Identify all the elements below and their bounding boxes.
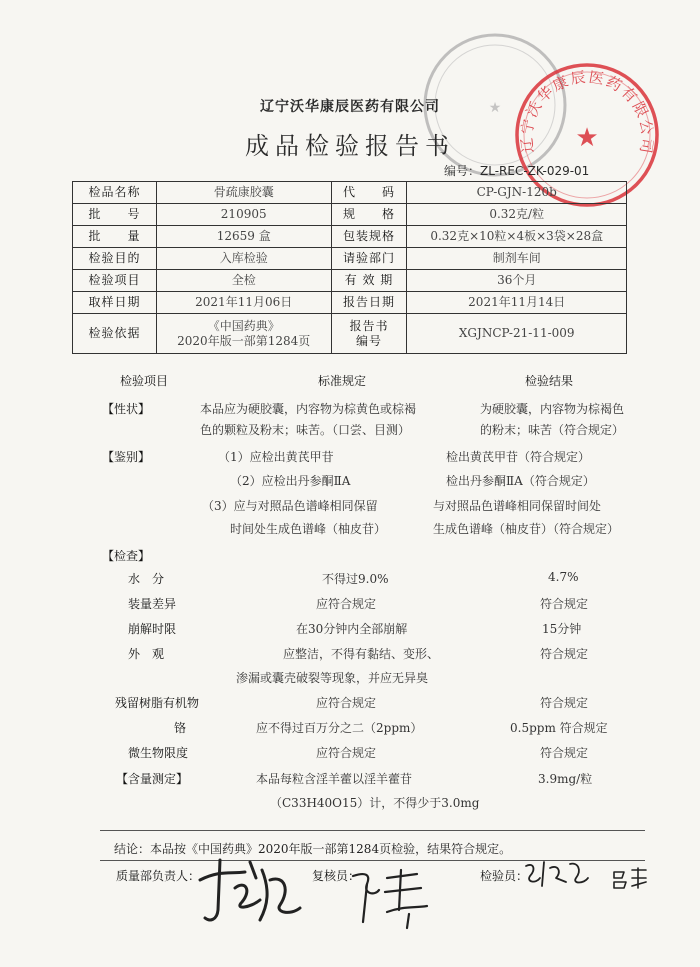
company-name: 辽宁沃华康辰医药有限公司 <box>260 99 440 115</box>
batch-label: 批 号 <box>73 204 157 226</box>
jiancha-label: 【检查】 <box>102 549 151 563</box>
jianbie-result-3: 与对照品色谱峰相同保留时间处 <box>433 499 602 513</box>
report-date-value: 2021年11月14日 <box>407 292 627 314</box>
xingzhuang-result-2: 的粉末；味苦（符合规定） <box>480 423 625 437</box>
report-no-value: XGJNCP-21-11-009 <box>407 314 627 354</box>
jianbie-standard-3: （3）应与对照品色谱峰相同保留 <box>202 499 378 513</box>
pack-value: 0.32克×10粒×4板×3袋×28盒 <box>407 226 627 248</box>
header-table <box>72 181 627 354</box>
table-row <box>73 182 627 204</box>
inspector-signature <box>522 856 592 892</box>
qty-label: 批 量 <box>73 226 157 248</box>
pack-label: 包装规格 <box>331 226 407 248</box>
chromium-label: 铬 <box>174 721 187 735</box>
report-no-label-line-2: 编号 <box>355 333 382 348</box>
report-no-label <box>331 314 407 354</box>
assay-standard-1: 本品每粒含淫羊藿以淫羊藿苷 <box>256 772 413 786</box>
table-row <box>73 292 627 314</box>
document-number: 编号：ZL-REC-ZK-029-01 <box>444 164 590 178</box>
spec-label: 规 格 <box>331 204 407 226</box>
inspector-signature-2 <box>610 866 650 890</box>
purpose-value: 入库检验 <box>156 248 331 270</box>
resin-standard: 应符合规定 <box>316 696 377 710</box>
validity-label: 有 效 期 <box>331 270 407 292</box>
conclusion: 结论：本品按《中国药典》2020年版一部第1284页检验，结果符合规定。 <box>114 842 512 856</box>
table-row <box>73 226 627 248</box>
assay-standard-2: （C33H40O15）计，不得少于3.0mg <box>270 796 480 810</box>
page-title: 成品检验报告书 <box>245 132 455 160</box>
resin-result: 符合规定 <box>540 696 589 710</box>
jianbie-result-2: 检出丹参酮ⅡA（符合规定） <box>446 474 595 488</box>
column-header-item: 检验项目 <box>120 374 169 388</box>
disintegration-result: 15分钟 <box>542 622 582 636</box>
basis-label: 检验依据 <box>73 314 157 354</box>
qa-manager-signature <box>190 850 310 930</box>
appearance-label: 外 观 <box>128 647 165 661</box>
table-row <box>73 314 627 354</box>
xingzhuang-standard-2: 色的颗粒及粉末；味苦。（口尝、目测） <box>200 423 411 437</box>
microbial-label: 微生物限度 <box>128 746 189 760</box>
jianbie-standard-3b: 时间处生成色谱峰（柚皮苷） <box>230 522 387 536</box>
svg-text:★: ★ <box>488 100 502 116</box>
report-no-label-line-1: 报告书 <box>349 318 389 333</box>
appearance-result: 符合规定 <box>540 647 589 661</box>
code-value: CP-GJN-120b <box>407 182 627 204</box>
disintegration-label: 崩解时限 <box>128 622 177 636</box>
chromium-standard: 应不得过百万分之二（2ppm） <box>256 721 423 735</box>
xingzhuang-result-1: 为硬胶囊，内容物为棕褐色 <box>480 402 625 416</box>
xingzhuang-standard-1: 本品应为硬胶囊，内容物为棕黄色或棕褐 <box>200 402 417 416</box>
assay-label: 【含量测定】 <box>116 772 189 786</box>
fill-label: 装量差异 <box>128 597 177 611</box>
spec-value: 0.32克/粒 <box>407 204 627 226</box>
dept-value: 制剂车间 <box>407 248 627 270</box>
resin-label: 残留树脂有机物 <box>115 696 200 710</box>
divider-top <box>100 830 645 831</box>
column-header-result: 检验结果 <box>525 374 574 388</box>
basis-line-2: 2020年版一部第1284页 <box>177 333 311 348</box>
assay-result: 3.9mg/粒 <box>538 772 593 786</box>
qa-manager-label: 质量部负责人： <box>116 869 201 883</box>
jianbie-standard-2: （2）应检出丹参酮ⅡA <box>230 474 351 488</box>
purpose-label: 检验目的 <box>73 248 157 270</box>
sample-date-value: 2021年11月06日 <box>156 292 331 314</box>
item-value: 全检 <box>156 270 331 292</box>
disintegration-standard: 在30分钟内全部崩解 <box>296 622 408 636</box>
svg-text:★: ★ <box>575 123 599 153</box>
jianbie-result-3b: 生成色谱峰（柚皮苷）（符合规定） <box>433 522 620 536</box>
water-standard: 不得过9.0% <box>322 572 389 586</box>
jianbie-result-1: 检出黄芪甲苷（符合规定） <box>446 450 591 464</box>
xingzhuang-label: 【性状】 <box>102 402 151 416</box>
product-value: 骨疏康胶囊 <box>156 182 331 204</box>
basis-line-1: 《中国药典》 <box>207 318 280 333</box>
reviewer-signature <box>345 862 445 932</box>
table-row <box>73 248 627 270</box>
reviewer-label: 复核员： <box>312 869 361 883</box>
table-row <box>73 204 627 226</box>
dept-label: 请验部门 <box>331 248 407 270</box>
chromium-result: 0.5ppm 符合规定 <box>510 721 608 735</box>
validity-value: 36个月 <box>407 270 627 292</box>
appearance-standard-1: 应整洁，不得有黏结、变形、 <box>283 647 440 661</box>
fill-standard: 应符合规定 <box>316 597 377 611</box>
water-result: 4.7% <box>548 570 579 584</box>
code-label: 代 码 <box>331 182 407 204</box>
jianbie-label: 【鉴别】 <box>102 450 151 464</box>
report-date-label: 报告日期 <box>331 292 407 314</box>
fill-result: 符合规定 <box>540 597 589 611</box>
item-label: 检验项目 <box>73 270 157 292</box>
microbial-standard: 应符合规定 <box>316 746 377 760</box>
batch-value: 210905 <box>156 204 331 226</box>
appearance-standard-2: 渗漏或囊壳破裂等现象，并应无异臭 <box>236 671 429 685</box>
inspector-label: 检验员： <box>480 869 529 883</box>
table-row <box>73 270 627 292</box>
jianbie-standard-1: （1）应检出黄芪甲苷 <box>218 450 334 464</box>
qty-value: 12659 盒 <box>156 226 331 248</box>
water-label: 水 分 <box>128 572 165 586</box>
product-label: 检品名称 <box>73 182 157 204</box>
sample-date-label: 取样日期 <box>73 292 157 314</box>
basis-value <box>156 314 331 354</box>
column-header-standard: 标准规定 <box>318 374 367 388</box>
microbial-result: 符合规定 <box>540 746 589 760</box>
svg-text:辽宁沃华康辰医药有限公司: 辽宁沃华康辰医药有限公司 <box>517 67 657 157</box>
